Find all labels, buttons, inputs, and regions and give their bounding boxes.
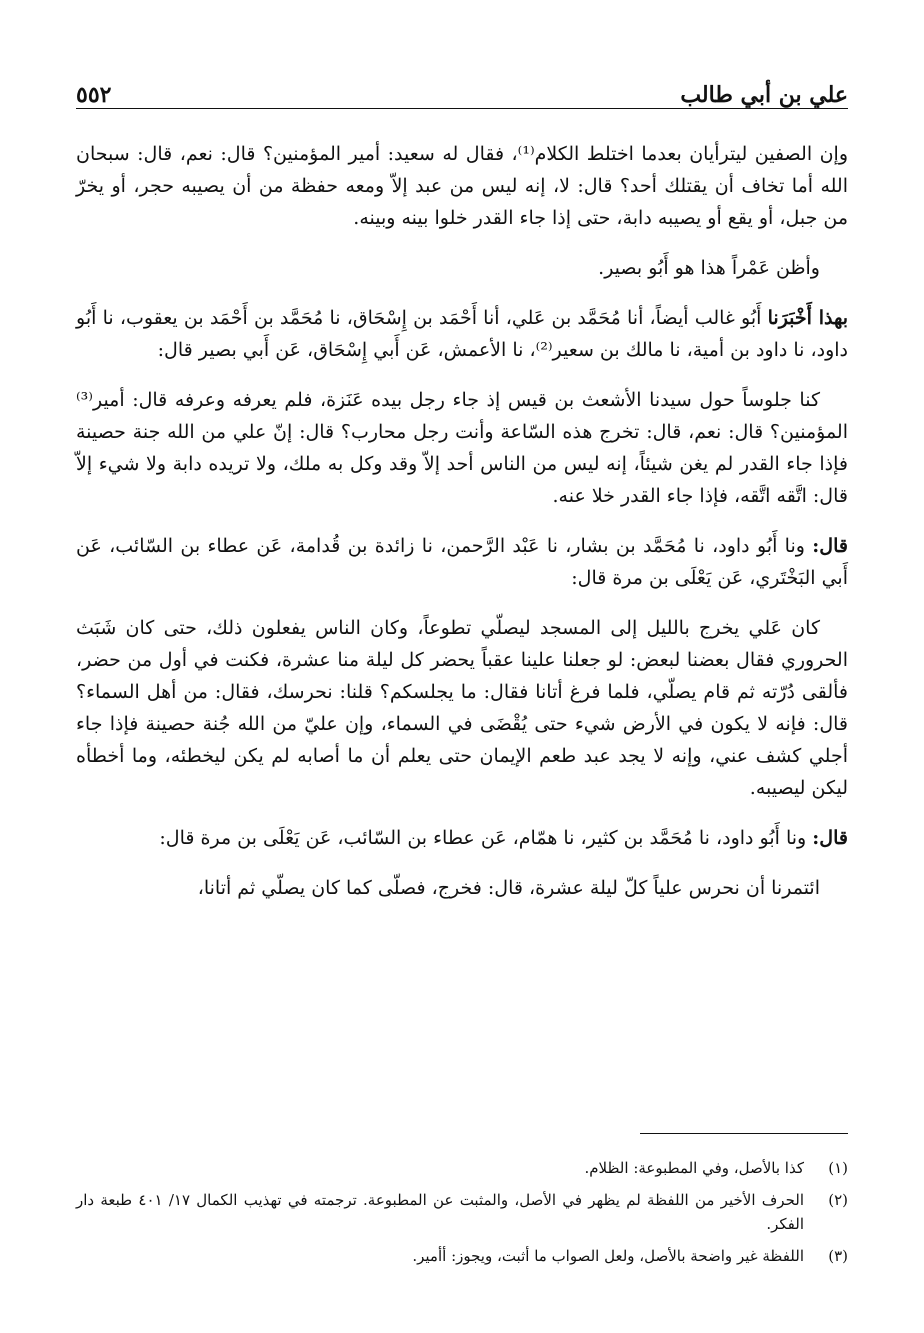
paragraph: وأظن عَمْراً هذا هو أَبُو بصير. <box>598 257 820 279</box>
footnote-text: اللفظة غير واضحة بالأصل، ولعل الصواب ما أثبت، ويجوز: أأمير. <box>412 1247 804 1265</box>
page-header <box>76 68 848 108</box>
footnote-text: كذا بالأصل، وفي المطبوعة: الظلام. <box>584 1159 804 1177</box>
chain-lead: قال: <box>812 535 848 557</box>
footnote-divider <box>640 1133 848 1134</box>
paragraph: قال: ونا أَبُو داود، نا مُحَمَّد بن بشار، نا عَبْد الرَّحمن، نا زائدة بن قُدامة، عَن عطاء بن السّائب، عَن أَبي البَخْتَري، عَن يَعْلَى بن مرة قال: <box>76 535 848 589</box>
paragraph: وإن الصفين ليترأيان بعدما اختلط الكلام⁽¹⁾، فقال له سعيد: أمير المؤمنين؟ قال: نعم، قال: سبحان الله أما تخاف أن يقتلك أحد؟ قال: لا، إنه ليس من عبد إلاّ ومعه حفظة من أن يصيبه حجر، أو يخرّ من جبل، أو يقع أو يصيبه دابة، حتى إذا جاء القدر خلوا بينه وبينه. <box>76 143 848 229</box>
footnote <box>76 1156 848 1180</box>
paragraph: كان عَلي يخرج بالليل إلى المسجد ليصلّي تطوعاً، وكان الناس يفعلون ذلك، حتى كان شَبَث الحروري فقال بعضنا لبعض: لو جعلنا علينا عقباً يحضر كل ليلة منا عشرة، فكنت في أول من حضر، فألقى دُرّته ثم قام يصلّي، فلما فرغ أتانا فقال: ما يجلسكم؟ قلنا: نحرسك، فقال: من أهل السماء؟ قال: فإنه لا يكون في الأرض شيء حتى يُقْضَى في السماء، وإن عليّ من الله جُنة حصينة فإذا جاء أجلي كشف عني، وإنه لا يجد عبد طعم الإيمان حتى يعلم أن ما أصابه لم يكن ليخطئه، وما أخطأه ليكن ليصيبه. <box>76 617 848 799</box>
page-number: ٥٥٢ <box>76 82 112 108</box>
header-divider <box>76 108 848 109</box>
chain-lead: قال: <box>812 827 848 849</box>
footnote-number: (٢) <box>828 1191 848 1209</box>
running-title: علي بن أبي طالب <box>680 82 848 108</box>
paragraph: ائتمرنا أن نحرس علياً كلّ ليلة عشرة، قال: فخرج، فصلّى كما كان يصلّي ثم أتانا، <box>197 877 820 899</box>
footnote-text: الحرف الأخير من اللفظة لم يظهر في الأصل، والمثبت عن المطبوعة. ترجمته في تهذيب الكمال ١٧/ ٤٠١ طبعة دار الفكر. <box>76 1191 804 1233</box>
paragraph: كنا جلوساً حول سيدنا الأشعث بن قيس إذ جاء رجل بيده عَنَزة، فلم يعرفه وعرفه قال: أمير⁽³⁾ المؤمنين؟ قال: نعم، قال: تخرج هذه السّاعة وأنت رجل محارب؟ قال: إنّ علي من الله جنة حصينة فإذا جاء القدر لم يغن شيئاً، إنه ليس من الناس أحد إلاّ وقد وكل به ملك، ولا تريده دابة ولا شيء إلاّ قال: اتَّقه اتَّقه، فإذا جاء القدر خلا عنه. <box>76 389 848 507</box>
footnote <box>76 1188 848 1236</box>
footnote <box>76 1244 848 1268</box>
footnote-number: (٣) <box>828 1247 848 1265</box>
chain-lead: بهذا أَخْبَرَنا <box>767 307 848 329</box>
footnotes <box>76 1156 848 1276</box>
paragraph: قال: ونا أَبُو داود، نا مُحَمَّد بن كثير، نا همّام، عَن عطاء بن السّائب، عَن يَعْلَى بن مرة قال: <box>159 827 848 849</box>
footnote-number: (١) <box>828 1159 848 1177</box>
main-text <box>76 138 848 922</box>
paragraph: بهذا أَخْبَرَنا أَبُو غالب أيضاً، أنا مُحَمَّد بن عَلي، أنا أَحْمَد بن إِسْحَاق، نا مُحَمَّد بن أَحْمَد بن يعقوب، نا أَبُو داود، نا داود بن أمية، نا مالك بن سعير⁽²⁾، نا الأعمش، عَن أَبي إِسْحَاق، عَن أَبي بصير قال: <box>76 307 848 361</box>
